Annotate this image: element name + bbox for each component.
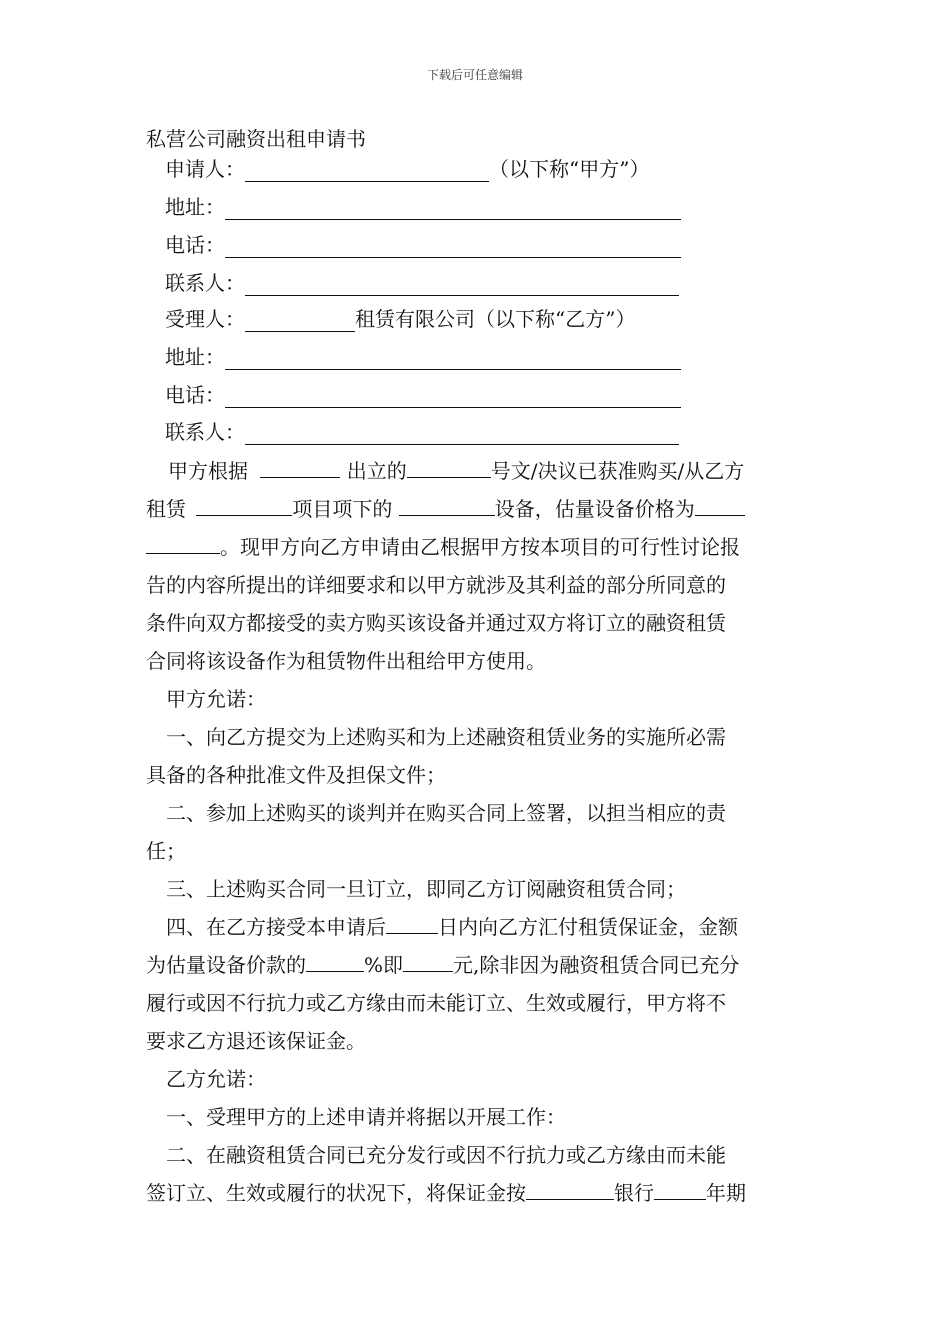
party-a-item1-line1: 一、向乙方提交为上述购买和为上述融资租赁业务的实施所必需 — [166, 725, 726, 749]
party-a-item4-line3: 履行或因不行抗力或乙方缘由而未能订立、生效或履行，甲方将不 — [146, 991, 726, 1015]
party-b-contact-row — [165, 415, 679, 445]
applicant-suffix: （以下称“甲方”） — [489, 157, 650, 181]
document-body — [146, 452, 808, 1212]
basis-blank[interactable] — [260, 457, 340, 478]
party-b-contact-label: 联系人： — [165, 420, 245, 444]
acceptor-suffix: 租赁有限公司（以下称“乙方”） — [355, 307, 636, 331]
party-b-address-row — [165, 340, 681, 370]
item4-text: 四、在乙方接受本申请后 — [166, 915, 386, 939]
document-title: 私营公司融资出租申请书 — [146, 127, 366, 151]
applicant-row — [165, 152, 649, 182]
percent-blank[interactable] — [306, 951, 364, 972]
party-a-contact-row — [165, 266, 679, 296]
bank-blank[interactable] — [526, 1179, 614, 1200]
party-b-item1: 一、受理甲方的上述申请并将据以开展工作： — [166, 1105, 566, 1129]
para1-text: 。现甲方向乙方申请由乙根据甲方按本项目的可行性讨论报 — [220, 535, 740, 559]
para1-line1 — [146, 452, 808, 490]
party-a-item1-line2: 具备的各种批准文件及担保文件； — [146, 763, 446, 787]
party-b-phone-row — [165, 378, 681, 408]
acceptor-label: 受理人： — [165, 307, 245, 331]
party-a-item4-line1 — [146, 908, 808, 946]
para1-text: 号文/决议已获准购买/从乙方 — [490, 459, 745, 483]
party-a-address-row — [165, 190, 681, 220]
party-a-contact-label: 联系人： — [165, 271, 245, 295]
party-a-item2-line2: 任； — [146, 839, 186, 863]
party-a-promise-heading: 甲方允诺： — [166, 687, 266, 711]
term-blank[interactable] — [654, 1179, 706, 1200]
party-b-item2-text: 签订立、生效或履行的状况下，将保证金按 — [146, 1181, 526, 1205]
party-b-promise-heading: 乙方允诺： — [166, 1067, 266, 1091]
para1-text: 设备，估量设备价格为 — [494, 497, 695, 521]
party-a-phone-blank[interactable] — [225, 235, 681, 258]
party-a-address-label: 地址： — [165, 195, 225, 219]
project-blank[interactable] — [196, 495, 292, 516]
party-b-phone-blank[interactable] — [225, 385, 681, 408]
days-blank[interactable] — [386, 913, 438, 934]
para1-text: 租赁 — [146, 497, 186, 521]
party-b-phone-label: 电话： — [165, 383, 225, 407]
page-header: 下载后可任意编辑 — [426, 68, 523, 82]
party-b-contact-blank[interactable] — [245, 422, 679, 445]
item4-text: 日内向乙方汇付租赁保证金，金额 — [438, 915, 738, 939]
party-a-phone-row — [165, 228, 681, 258]
applicant-label: 申请人： — [165, 157, 245, 181]
party-a-item4-line2 — [146, 946, 808, 984]
acceptor-blank[interactable] — [245, 309, 355, 332]
doc-number-blank[interactable] — [407, 457, 491, 478]
item4-text: 元,除非因为融资租赁合同已充分 — [453, 953, 740, 977]
equipment-blank[interactable] — [399, 495, 495, 516]
party-a-item3: 三、上述购买合同一旦订立，即同乙方订阅融资租赁合同； — [166, 877, 686, 901]
para1-text: 出立的 — [346, 459, 407, 483]
para1-line6: 合同将该设备作为租赁物件出租给甲方使用。 — [146, 649, 546, 673]
para1-line2 — [146, 490, 808, 528]
party-b-item2-text: 年期 — [706, 1181, 746, 1205]
item4-text: 为估量设备价款的 — [146, 953, 306, 977]
para1-line4: 告的内容所提出的详细要求和以甲方就涉及其利益的部分所同意的 — [146, 573, 726, 597]
party-a-address-blank[interactable] — [225, 197, 681, 220]
para1-text: 项目项下的 — [292, 497, 393, 521]
item4-text: %即 — [364, 953, 404, 977]
para1-line3 — [146, 528, 808, 566]
party-b-item2-line2 — [146, 1174, 808, 1212]
party-b-address-blank[interactable] — [225, 347, 681, 370]
party-a-item2-line1: 二、参加上述购买的谈判并在购买合同上签署，以担当相应的责 — [166, 801, 726, 825]
acceptor-row — [165, 302, 635, 332]
party-b-item2-text: 银行 — [614, 1181, 654, 1205]
applicant-blank[interactable] — [245, 159, 489, 182]
party-b-item2-line1: 二、在融资租赁合同已充分发行或因不行抗力或乙方缘由而未能 — [166, 1143, 726, 1167]
para1-line5: 条件向双方都接受的卖方购买该设备并通过双方将订立的融资租赁 — [146, 611, 726, 635]
party-b-address-label: 地址： — [165, 345, 225, 369]
party-a-contact-blank[interactable] — [245, 273, 679, 296]
party-a-item4-line4: 要求乙方退还该保证金。 — [146, 1029, 366, 1053]
price-blank-2[interactable] — [146, 533, 220, 554]
para1-text: 甲方根据 — [168, 459, 248, 483]
party-a-phone-label: 电话： — [165, 233, 225, 257]
price-blank-1[interactable] — [695, 495, 745, 516]
amount-blank[interactable] — [403, 951, 453, 972]
